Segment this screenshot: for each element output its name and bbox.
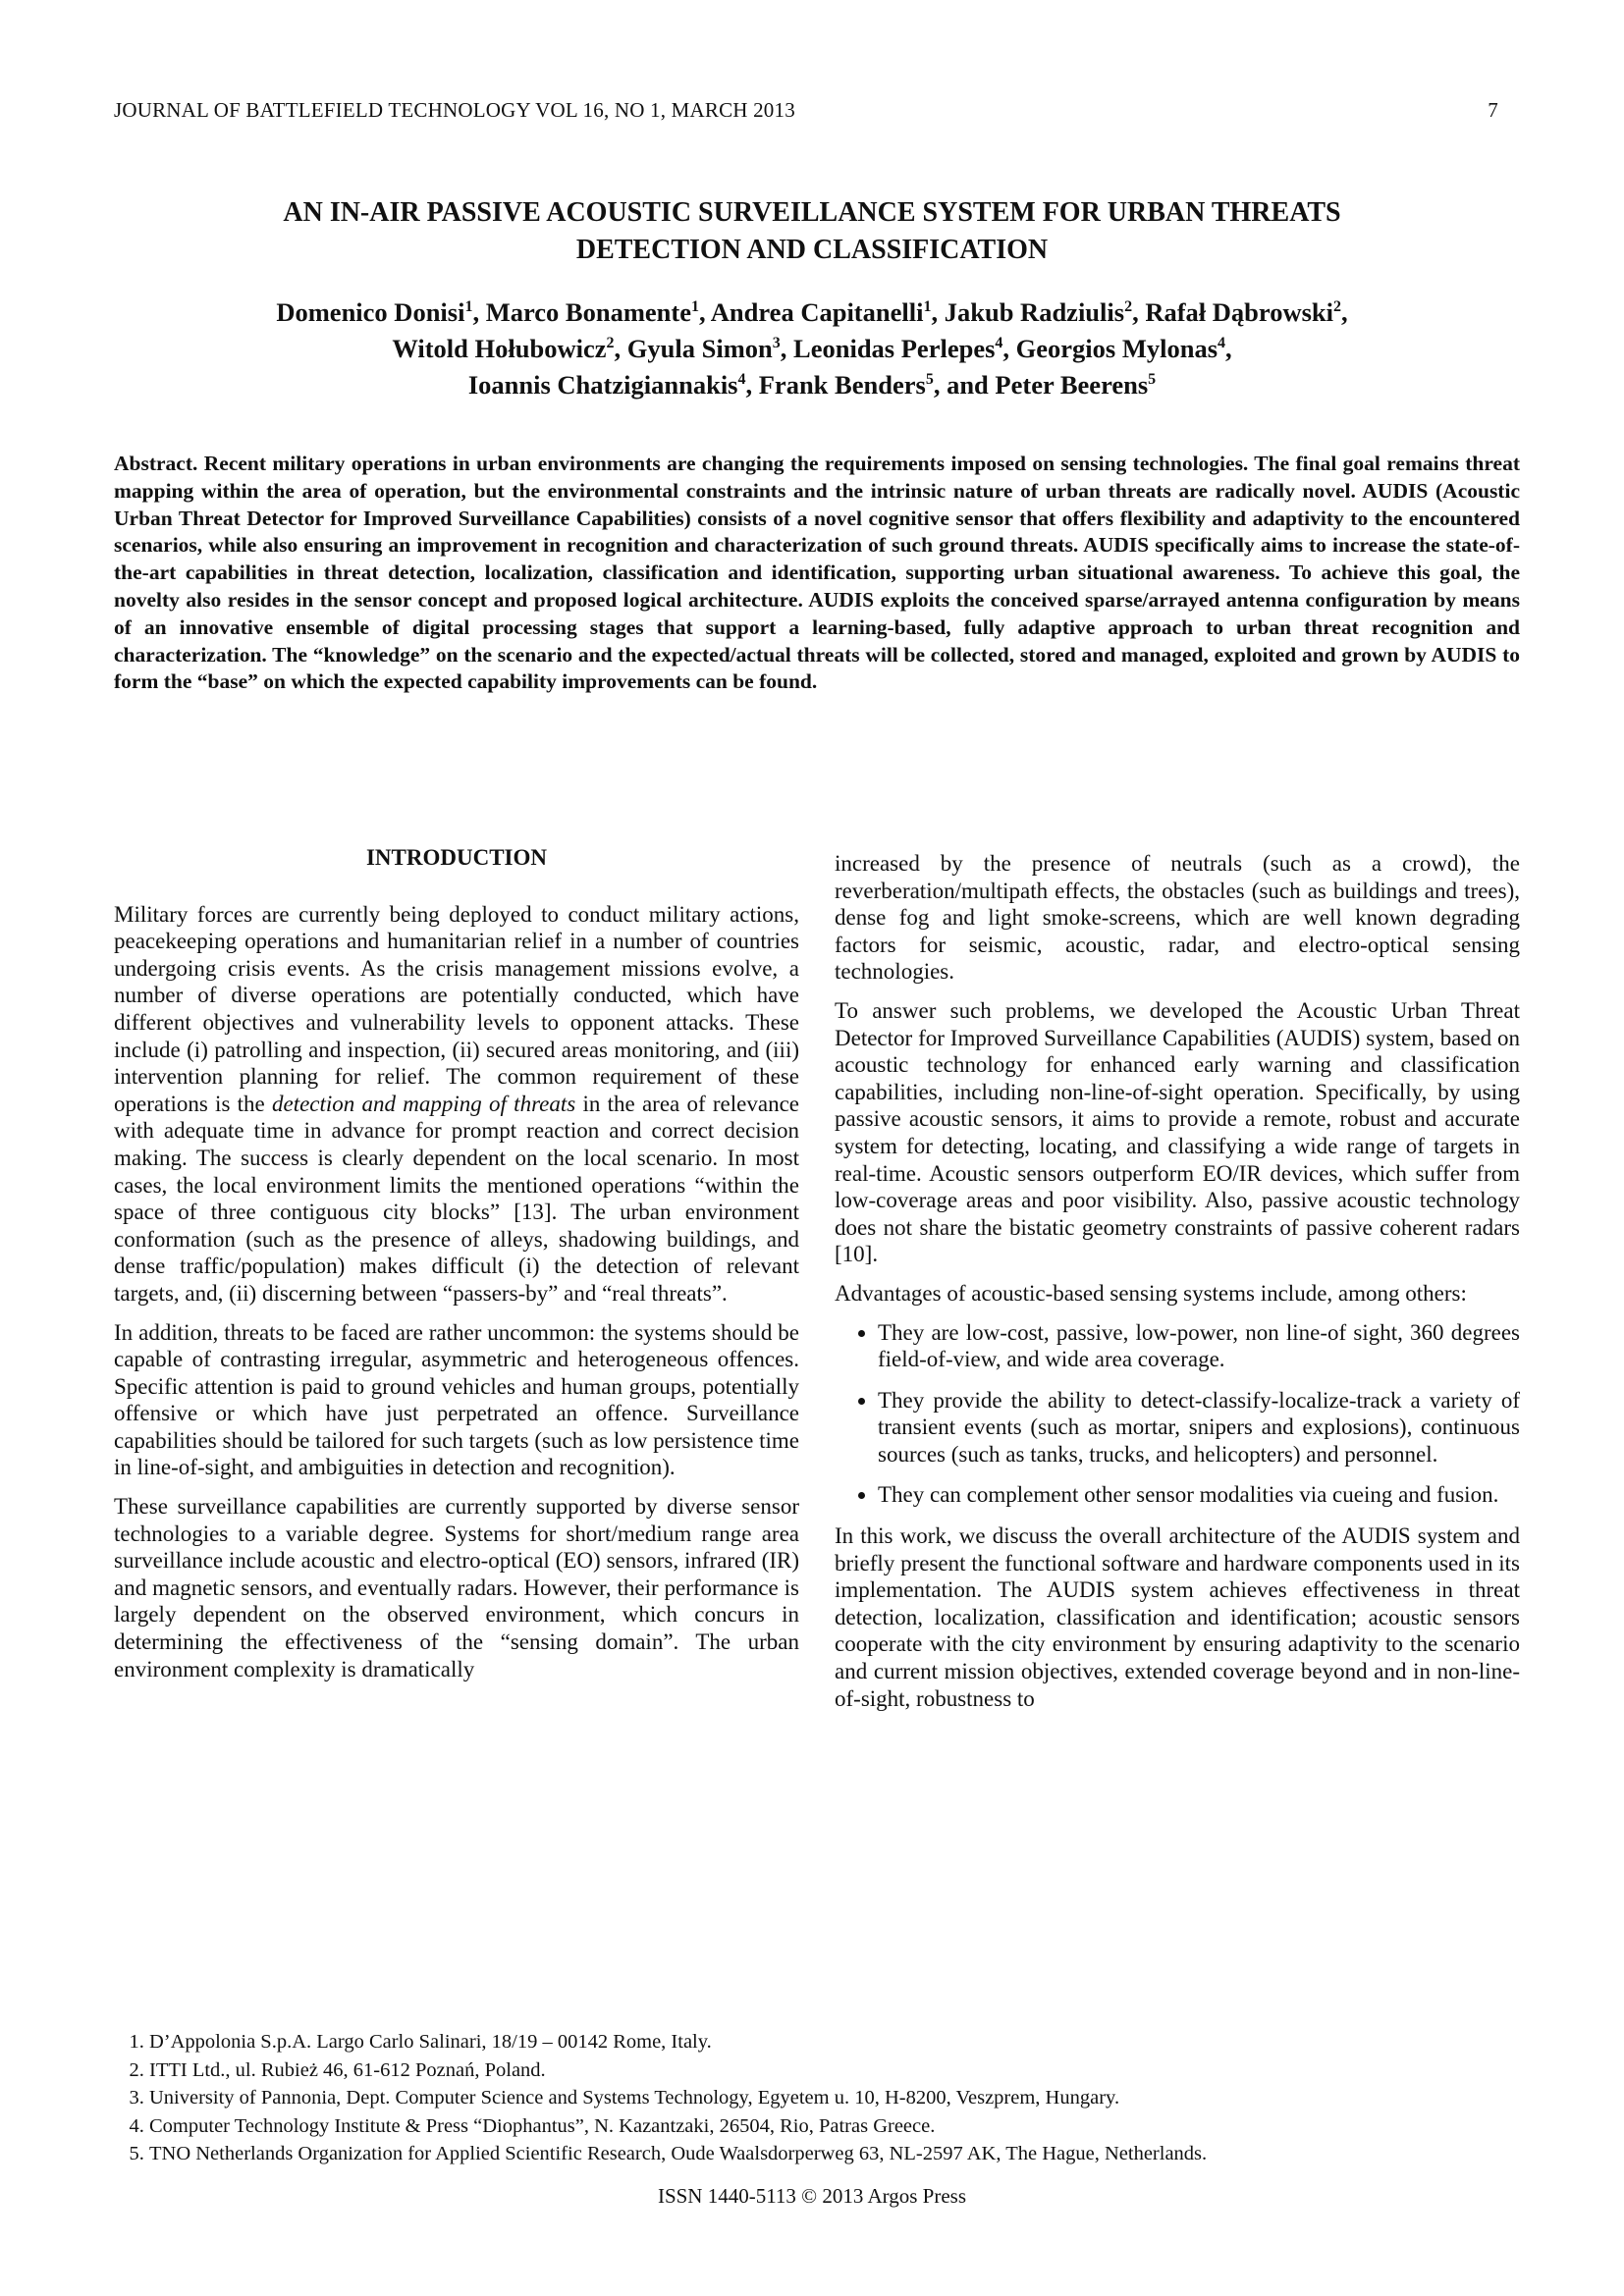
separator: , (472, 297, 486, 327)
right-column (835, 850, 1520, 1724)
list-item: • They can complement other sensor modalities via cueing and fusion. (878, 1481, 1520, 1509)
text-run: Military forces are currently being deployed to conduct military actions, peacekeeping operations and humanitarian relief in a number of countries undergoing crisis events. As the crisis management missions evolve, a number of diverse operations are potentially conducted, which have different objectives and vulnerability levels to opponent attacks. These include (i) patrolling and inspection, (ii) secured areas monitoring, and (iii) intervention planning for relief. The common requirement of these operations is the (114, 901, 799, 1116)
author: Witold Hołubowicz (392, 334, 607, 363)
separator: , (1341, 297, 1348, 327)
author: Frank Benders (758, 370, 926, 400)
affiliation-mark: 1 (690, 298, 699, 316)
author: Leonidas Perlepes (793, 334, 996, 363)
title-line-2: DETECTION AND CLASSIFICATION (575, 235, 1049, 265)
affiliation-mark: 4 (995, 335, 1003, 352)
affiliation-mark: 1 (923, 298, 932, 316)
separator: , (745, 370, 759, 400)
paragraph: To answer such problems, we developed the Acoustic Urban Threat Detector for Improved Surveillance Capabilities (AUDIS) system, based on acoustic technology for enhanced early warning and classification capabilities, including non-line-of-sight operation. Specifically, by using passive acoustic sensors, it aims to provide a remote, robust and accurate system for detecting, locating, and classifying a wide range of targets in real-time. Acoustic sensors outperform EO/IR devices, which suffer from low-coverage areas and poor visibility. Also, passive acoustic technology does not share the bistatic geometry constraints of passive coherent radars [10]. (835, 997, 1520, 1267)
affiliation-mark: 4 (1218, 335, 1226, 352)
paragraph: In this work, we discuss the overall architecture of the AUDIS system and briefly present the functional software and hardware components used in its implementation. The AUDIS system achieves effectiveness in threat detection, localization, classification and identification; acoustic sensors cooperate with the city environment by ensuring adaptivity to the scenario and current mission objectives, extended coverage beyond and in non-line-of-sight, robustness to (835, 1523, 1520, 1711)
separator: , (614, 334, 627, 363)
author: Rafał Dąbrowski (1145, 297, 1334, 327)
separator: , (1225, 334, 1232, 363)
list-item: • They are low-cost, passive, low-power, non line-of sight, 360 degrees field-of-view, and wide area coverage. (878, 1319, 1520, 1373)
affiliation-mark: 2 (1333, 298, 1342, 316)
separator: , (1002, 334, 1016, 363)
issn-footer: ISSN 1440-5113 © 2013 Argos Press (657, 2184, 967, 2208)
affiliation-mark: 5 (925, 371, 934, 389)
affiliation-mark: 5 (1148, 371, 1157, 389)
author: Jakub Radziulis (944, 297, 1125, 327)
section-heading-introduction: INTRODUCTION (365, 845, 548, 870)
text-run: in the area of relevance with adequate time in advance for prompt reaction and correct decision making. The success is clearly dependent on the local scenario. In most cases, the local environment limits the mentioned operations “within the space of three contiguous city blocks” [13]. The urban environment conformation (such as the presence of alleys, shadowing buildings, and dense traffic/population) makes difficult (i) the detection of relevant targets, and, (ii) discerning between “passers-by” and “real threats”. (114, 1091, 799, 1306)
author-line-2 (118, 331, 1506, 367)
footnote: 1. D’Appolonia S.p.A. Largo Carlo Salinari, 18/19 – 00142 Rome, Italy. (149, 2028, 1520, 2056)
separator: , (931, 297, 945, 327)
affiliation-mark: 2 (1124, 298, 1133, 316)
footnote: 5. TNO Netherlands Organization for Applied Scientific Research, Oude Waalsdorperweg 63, NL-2597 AK, The Hague, Netherlands. (149, 2140, 1520, 2168)
paragraph: Advantages of acoustic-based sensing systems include, among others: (835, 1280, 1467, 1306)
affiliation-mark: 3 (772, 335, 781, 352)
separator: , and (933, 370, 996, 400)
footnote: 4. Computer Technology Institute & Press “Diophantus”, N. Kazantzaki, 26504, Rio, Patras Greece. (149, 2112, 1520, 2141)
author: Domenico Donisi (276, 297, 465, 327)
author: Andrea Capitanelli (710, 297, 924, 327)
author: Peter Beerens (995, 370, 1149, 400)
separator: , (780, 334, 794, 363)
abstract: Abstract. Recent military operations in urban environments are changing the requirements imposed on sensing technologies. The final goal remains threat mapping within the area of operation, but the environmental constraints and the intrinsic nature of urban threats are radically novel. AUDIS (Acoustic Urban Threat Detector for Improved Surveillance Capabilities) consists of a novel cognitive sensor that offers flexibility and adaptivity to the encountered scenarios, while also ensuring an improvement in recognition and characterization of such ground threats. AUDIS specifically aims to increase the state-of-the-art capabilities in threat detection, localization, classification and identification, supporting urban situational awareness. To achieve this goal, the novelty also resides in the sensor concept and proposed logical architecture. AUDIS exploits the conceived sparse/arrayed antenna configuration by means of an innovative ensemble of digital processing stages that support a learning-based, fully adaptive approach to urban threat recognition and characterization. The “knowledge” on the scenario and the expected/actual threats will be collected, stored and managed, exploited and grown by AUDIS to form the “base” on which the expected capability improvements can be found. (114, 452, 1520, 694)
affiliation-mark: 4 (737, 371, 746, 389)
author: Georgios Mylonas (1015, 334, 1218, 363)
author-line-1 (118, 294, 1506, 331)
footnote: 3. University of Pannonia, Dept. Computer Science and Systems Technology, Egyetem u. 10, H-8200, Veszprem, Hungary. (149, 2084, 1520, 2112)
paragraph (114, 901, 799, 1308)
separator: , (698, 297, 711, 327)
author-line-3 (118, 367, 1506, 403)
page-number: 7 (1488, 98, 1498, 122)
affiliation-mark: 2 (606, 335, 615, 352)
author-list (118, 294, 1506, 403)
paragraph: These surveillance capabilities are currently supported by diverse sensor technologies to a variable degree. Systems for short/medium range area surveillance include acoustic and electro-optical (EO) sensors, infrared (IR) and magnetic sensors, and eventually radars. However, their performance is largely dependent on the observed environment, which concurs in determining the effectiveness of the “sensing domain”. The urban environment complexity is dramatically (114, 1494, 799, 1682)
emphasis: detection and mapping of threats (272, 1091, 576, 1116)
list-item: • They provide the ability to detect-classify-localize-track a variety of transient events (such as mortar, snipers and explosions), continuous sources (such as tanks, trucks, and helicopters) and personnel. (878, 1387, 1520, 1468)
title-line-1: AN IN-AIR PASSIVE ACOUSTIC SURVEILLANCE SYSTEM FOR URBAN THREATS (283, 197, 1341, 228)
paragraph: increased by the presence of neutrals (such as a crowd), the reverberation/multipath effects, the obstacles (such as buildings and trees), dense fog and light smoke-screens, which are well known degrading factors for seismic, acoustic, radar, and electro-optical sensing technologies. (835, 851, 1520, 985)
affiliation-footnotes (114, 2028, 1520, 2168)
advantages-list (835, 1319, 1520, 1510)
separator: , (1132, 297, 1146, 327)
author: Gyula Simon (626, 334, 773, 363)
footnote: 2. ITTI Ltd., ul. Rubież 46, 61-612 Poznań, Poland. (149, 2056, 1520, 2085)
author: Marco Bonamente (485, 297, 691, 327)
affiliation-mark: 1 (464, 298, 473, 316)
paper-title (118, 194, 1506, 269)
running-header (114, 98, 1498, 123)
author: Ioannis Chatzigiannakis (467, 370, 738, 400)
paragraph: In addition, threats to be faced are rather uncommon: the systems should be capable of contrasting irregular, asymmetric and heterogeneous offences. Specific attention is paid to ground vehicles and human groups, potentially offensive or which have just perpetrated an offence. Surveillance capabilities should be tailored for such targets (such as low persistence time in line-of-sight, and ambiguities in detection and recognition). (114, 1319, 799, 1480)
left-column (114, 844, 799, 1694)
journal-name: JOURNAL OF BATTLEFIELD TECHNOLOGY VOL 16, NO 1, MARCH 2013 (114, 98, 795, 122)
